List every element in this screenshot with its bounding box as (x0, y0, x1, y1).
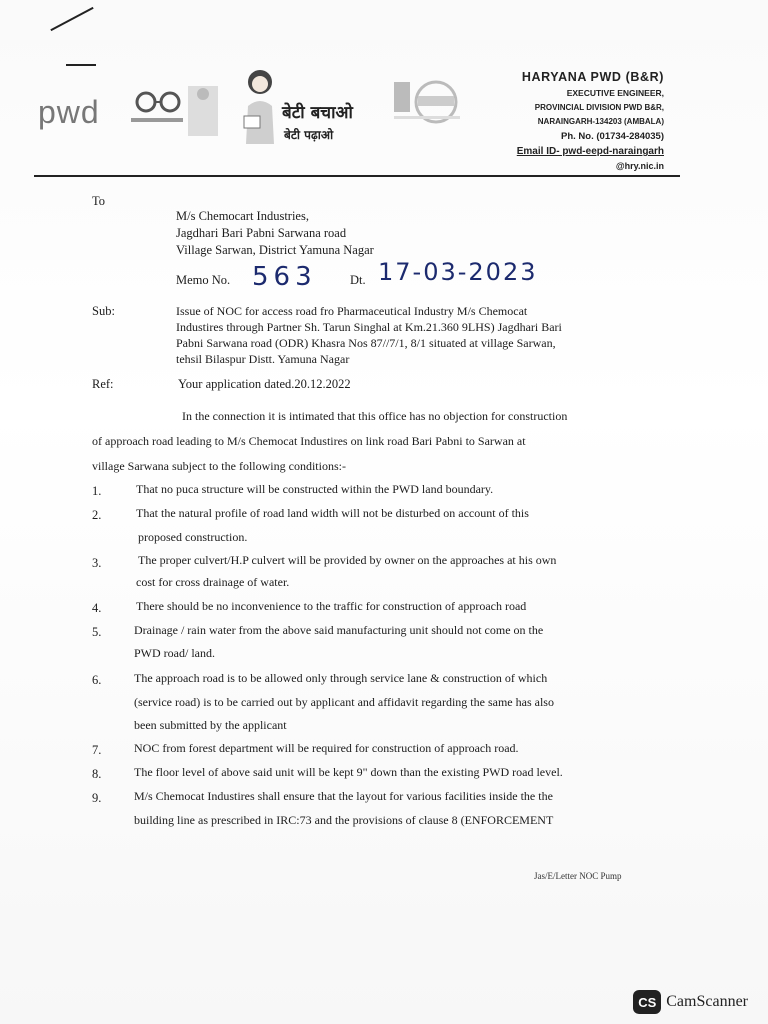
condition-number: 3. (92, 556, 102, 570)
condition-number: 9. (92, 791, 102, 805)
condition-text: That the natural profile of road land width will not be disturbed on account of this (136, 506, 529, 520)
condition-number: 5. (92, 625, 102, 639)
condition-text: PWD road/ land. (134, 646, 215, 660)
beti-bachao-text: बेटी बचाओ (282, 103, 353, 123)
intro-line: of approach road leading to M/s Chemocat Industires on link road Bari Pabni to Sarwan at (92, 434, 526, 448)
condition-text: proposed construction. (138, 530, 248, 544)
condition-text: Drainage / rain water from the above said manufacturing unit should not come on the (134, 623, 544, 637)
condition-text: There should be no inconvenience to the traffic for construction of approach road (136, 599, 527, 613)
address-line: Village Sarwan, District Yamuna Nagar (176, 243, 374, 257)
sub-label: Sub: (92, 304, 115, 318)
address-line: M/s Chemocart Industries, (176, 209, 309, 223)
org-title: HARYANA PWD (B&R) (521, 70, 664, 84)
condition-text: The approach road is to be allowed only through service lane & construction of which (134, 671, 548, 685)
condition-text: The floor level of above said unit will be kept 9" down than the existing PWD road level. (134, 765, 563, 779)
subject-line: Issue of NOC for access road fro Pharmaceutical Industry M/s Chemocat (176, 304, 528, 318)
condition-text: (service road) is to be carried out by applicant and affidavit regarding the same has also (134, 695, 554, 709)
condition-number: 4. (92, 601, 102, 615)
camscanner-icon: CS (633, 990, 661, 1014)
subject-line: Industires through Partner Sh. Tarun Singhal at Km.21.360 9LHS) Jagdhari Bari (176, 320, 562, 334)
ref-text: Your application dated.20.12.2022 (178, 377, 351, 391)
condition-text: The proper culvert/H.P culvert will be provided by owner on the approaches at his own (138, 553, 557, 567)
camscanner-watermark (633, 990, 748, 1014)
condition-number: 2. (92, 508, 102, 522)
condition-text: been submitted by the applicant (134, 718, 287, 732)
condition-text: cost for cross drainage of water. (136, 575, 290, 589)
intro-line: village Sarwana subject to the following conditions:- (92, 459, 346, 473)
header-divider (34, 175, 680, 177)
address-line: Jagdhari Bari Pabni Sarwana road (176, 226, 347, 240)
condition-text: M/s Chemocat Industires shall ensure that the layout for various facilities inside the the (134, 789, 553, 803)
org-line: EXECUTIVE ENGINEER, (566, 88, 664, 98)
camscanner-brand: CamScanner (666, 993, 748, 1010)
org-line: PROVINCIAL DIVISION PWD B&R, (534, 103, 664, 112)
org-phone: Ph. No. (01734-284035) (561, 131, 664, 142)
beti-padhao-text: बेटी पढ़ाओ (284, 128, 334, 142)
to-label: To (92, 194, 106, 208)
memo-number: 563 (252, 262, 317, 292)
condition-text: NOC from forest department will be required for construction of approach road. (134, 741, 519, 755)
intro-line: In the connection it is intimated that this office has no objection for construction (182, 409, 568, 423)
subject-line: tehsil Bilaspur Distt. Yamuna Nagar (176, 352, 350, 366)
pwd-logo: pwd (38, 94, 100, 130)
pen-mark (66, 64, 96, 66)
condition-text: building line as prescribed in IRC:73 and the provisions of clause 8 (ENFORCEMENT (134, 813, 554, 827)
condition-number: 7. (92, 743, 102, 757)
file-reference: Jas/E/Letter NOC Pump (534, 871, 622, 881)
memo-date: 17-03-2023 (378, 258, 538, 286)
haryana-emblem (390, 72, 466, 128)
condition-number: 8. (92, 767, 102, 781)
condition-text: That no puca structure will be constructed within the PWD land boundary. (136, 482, 494, 496)
condition-number: 1. (92, 484, 102, 498)
memo-label: Memo No. (176, 273, 231, 287)
swachh-bharat-logo (126, 80, 226, 140)
girl-illustration (238, 66, 282, 146)
ref-label: Ref: (92, 377, 114, 391)
date-label: Dt. (350, 273, 366, 287)
org-email-domain: @hry.nic.in (615, 161, 664, 171)
org-line: NARAINGARH-134203 (AMBALA) (537, 117, 664, 126)
condition-number: 6. (92, 673, 102, 687)
subject-line: Pabni Sarwana road (ODR) Khasra Nos 87//7/1, 8/1 situated at village Sarwan, (176, 336, 556, 350)
org-email[interactable]: Email ID- pwd-eepd-naraingarh (516, 146, 664, 157)
